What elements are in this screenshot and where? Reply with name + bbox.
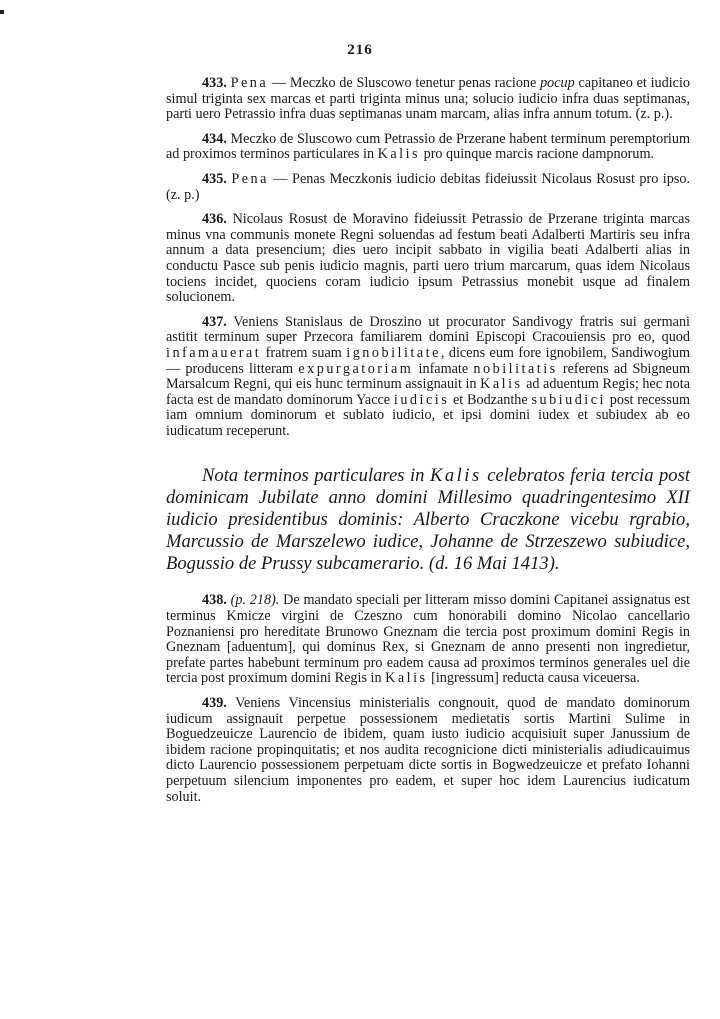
entry-433 bbox=[166, 76, 690, 123]
entry-text: — Penas Meczkonis iudicio debitas fideiussit Nicolaus Rosust pro ipso. (z. p.) bbox=[166, 170, 691, 203]
entry-text: — Meczko de Sluscowo tenetur penas racione bbox=[268, 75, 541, 91]
entry-label: Pena bbox=[230, 75, 269, 91]
edge-scan-mark bbox=[0, 10, 4, 14]
entry-number: 438. bbox=[202, 592, 227, 609]
entry-number: 437. bbox=[202, 313, 227, 330]
entry-spaced: Kalis bbox=[377, 146, 421, 163]
heading-text: celebratos feria tercia post dominicam Jubilate anno domini Millesimo quadringentesimo XII iudicio presidentibus dominis: Alberto Craczkone vicebu rgrabio, Marcussio de Marszelewo iudice, Johanne de Strzeszewo subiudice, Bogussio de Prussy subcamerario. (d. 16 Mai 1413). bbox=[166, 465, 690, 575]
entry-text: , dicens eum fore ignobilem, Sandiwogium — producens litteram bbox=[166, 344, 690, 377]
entry-text: [ingressum] reducta causa viceuersa. bbox=[427, 670, 640, 687]
entry-text: et Bodzanthe bbox=[449, 391, 532, 408]
entry-spaced: ignobilitate bbox=[346, 344, 441, 361]
entry-text: capitaneo et iudicio simul triginta sex marcas et parti triginta minus una; solucio iudicio infra duas septimanas, parti uero Petrassio infra duas septimanas unam marcam, alias infra annum totum. (z. p.). bbox=[166, 75, 690, 123]
entry-text: Nicolaus Rosust de Moravino fideiussit Petrassio de Przerane triginta marcas minus vna communis monete Regni soluendas ad festum beati Adalberti Martiris seu infra annum a data presencium; dies uero incipit sabbato in vigilia beati Adalberti alias in conductu Pasce sub penis iudicio magnis, parti uero trium marcarum, quas idem Nicolaus tociens incidet, quociens coram iudicio ipsum Petrassius monebit usque ad finalem solucionem. bbox=[166, 211, 690, 306]
entry-437 bbox=[166, 315, 690, 440]
entry-spaced: nobilitatis bbox=[473, 360, 558, 377]
entry-438 bbox=[166, 593, 690, 687]
entry-spaced: Kalis bbox=[480, 376, 523, 393]
entry-text: Meczko de Sluscowo cum Petrassio de Przerane habent terminum peremptorium ad proximos terminos particulares in bbox=[166, 130, 690, 163]
page-reference: (p. 218). bbox=[230, 592, 280, 609]
page-number: 216 bbox=[347, 42, 373, 58]
entry-text: Veniens Stanislaus de Droszino ut procurator Sandivogy fratris sui germani astitit terminum super Przecora familiarem domini Episcopi Cracouiensis pro eo, quod bbox=[166, 313, 690, 346]
heading-spaced: Kalis bbox=[429, 465, 482, 487]
entry-text: ad aduentum Regis; hec nota facta est de mandato dominorum Yacce bbox=[166, 376, 690, 408]
page-body bbox=[166, 76, 690, 814]
entry-spaced: iudicis bbox=[393, 391, 450, 408]
entry-spaced: expurgatoriam bbox=[298, 360, 414, 377]
entry-text: Veniens Vincensius ministerialis congnouit, quod de mandato dominorum iudicum assignauit perpetue possessionem medietatis sortis Martini Sulime in Boguedzeuicze Laurencio de ibidem, quam iusto iudicio acquisiuit super Janussium de ibidem racione propinquitatis; et nos audita recognicione dicti ministerialis adiudicauimus dicto Laurencio possessionem perpetuam dicte sortis in Bogwedzeuicze et prefato Iohanni perpetuum silencium imponentes pro eadem, et super hoc idem Laurencius iudicatum soluit. bbox=[166, 695, 690, 805]
entry-text: fratrem suam bbox=[261, 344, 347, 361]
entry-434 bbox=[166, 132, 690, 163]
entry-435 bbox=[166, 172, 690, 203]
entry-spaced: subiudici bbox=[531, 391, 606, 408]
entry-label: Pena bbox=[231, 170, 269, 187]
entry-text: pro quinque marcis racione dampnorum. bbox=[420, 146, 655, 163]
entry-number: 439. bbox=[202, 695, 227, 712]
entry-text: post recessum iam omnium dominorum et sublato iudicio, et ipsi domini iudex et subiudex ab eo iudicatum receperunt. bbox=[166, 391, 690, 439]
entry-spaced: infamauerat bbox=[166, 344, 262, 361]
entry-text: infamate bbox=[413, 360, 474, 377]
entry-number: 435. bbox=[202, 170, 227, 187]
entry-spaced: Kalis bbox=[385, 670, 428, 687]
entry-number: 433. bbox=[202, 75, 227, 91]
heading-text: Nota terminos particulares in bbox=[202, 465, 430, 487]
entry-number: 436. bbox=[202, 211, 227, 228]
entry-436 bbox=[166, 212, 690, 306]
entry-number: 434. bbox=[202, 130, 227, 147]
entry-text: referens ad Sbigneum Marsalcum Regni, qui eis hunc terminum assignauit in bbox=[166, 360, 690, 393]
entry-439 bbox=[166, 696, 690, 805]
entry-italic: pocup bbox=[540, 75, 575, 91]
entry-text: De mandato speciali per litteram misso domini Capitanei assignatus est terminus Kmicze virgini de Czeszno cum honorabili domino Nicolao cancellario Poznaniensi pro hereditate Brunowo Gneznam die tercia post proximum domini Regis in Gneznam [aduentum], qui dominus Rex, si Gneznam de anno presenti non ingredietur, prefate partes habebunt terminum pro eadem causa ad proximos terminos generales uel die tercia post proximum domini Regis in bbox=[166, 592, 691, 687]
section-heading bbox=[166, 465, 690, 575]
